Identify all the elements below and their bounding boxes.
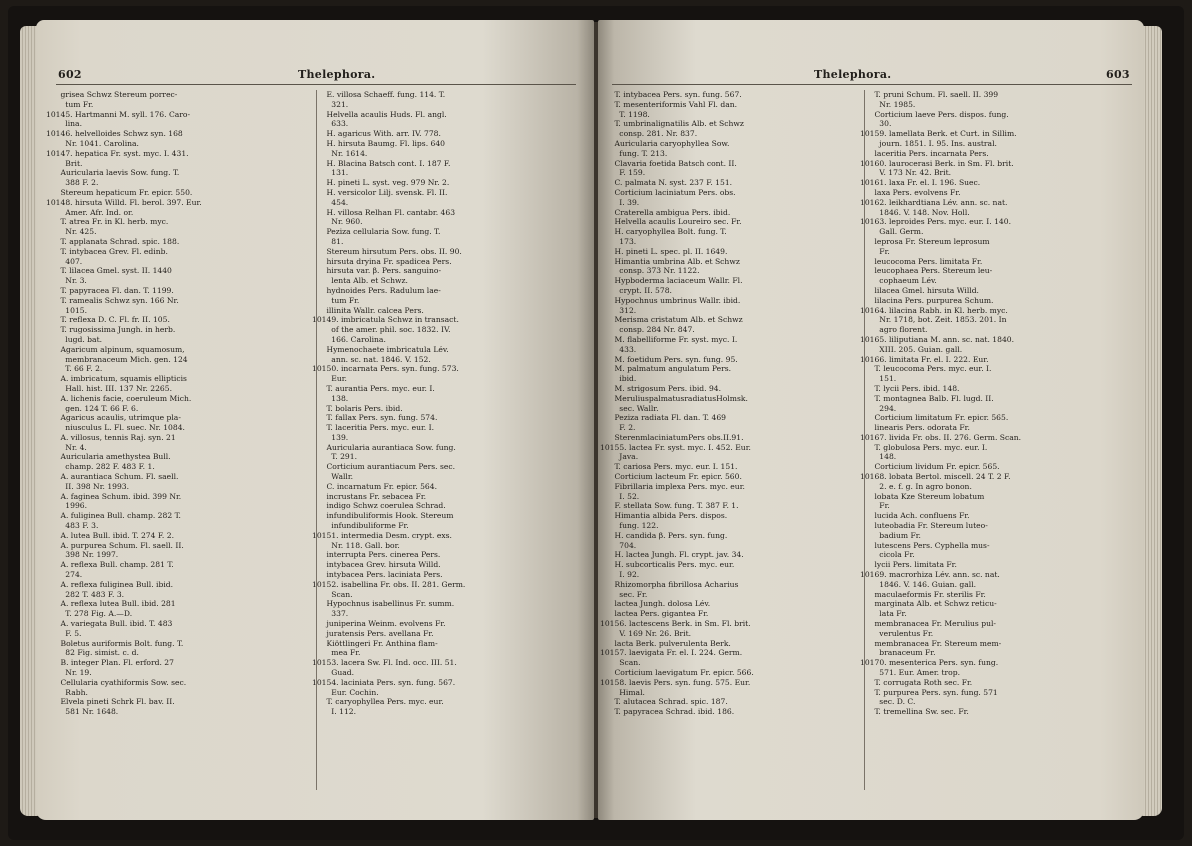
text-line: A. lutea Bull. ibid. T. 274 F. 2. xyxy=(46,530,175,540)
text-line: C. palmata N. syst. 237 F. 151. xyxy=(600,178,733,188)
text-line: ibid. xyxy=(600,374,637,384)
text-line: tum Fr. xyxy=(46,99,94,109)
text-line: B. integer Plan. Fl. erford. 27 xyxy=(46,658,174,668)
text-line: 82 Fig. simist. c. d. xyxy=(46,648,139,658)
text-line: champ. 282 F. 483 F. 1. xyxy=(46,462,155,472)
text-line: of the amer. phil. soc. 1832. IV. xyxy=(312,325,451,335)
text-line: infundibuliformis Hook. Stereum xyxy=(312,511,454,521)
text-line: H. pineti L. syst. veg. 979 Nr. 2. xyxy=(312,178,450,188)
text-line: T. globulosa Pers. myc. eur. I. xyxy=(860,442,988,452)
text-line: lina. xyxy=(46,119,82,129)
text-line: Scan. xyxy=(600,658,641,668)
text-line: T. lilacea Gmel. syst. II. 1440 xyxy=(46,266,172,276)
text-line: Rhizomorpha fibrillosa Acharius xyxy=(600,579,739,589)
text-line: Himantia albida Pers. dispos. xyxy=(600,511,728,521)
text-line: M. strigosum Pers. ibid. 94. xyxy=(600,383,722,393)
text-line: Nr. 1718, bot. Zeit. 1853. 201. In xyxy=(860,315,1007,325)
text-line: I. 39. xyxy=(600,197,640,207)
text-line: Auricularia laevis Sow. fung. T. xyxy=(46,168,180,178)
text-line: 166. Carolina. xyxy=(312,334,386,344)
text-line: incrustans Fr. sebacea Fr. xyxy=(312,491,427,501)
text-line: Merisma cristatum Alb. et Schwz xyxy=(600,315,743,325)
text-line: Fr. xyxy=(860,501,890,511)
text-line: Nr. 1041. Carolina. xyxy=(46,138,139,148)
text-line: juniperina Weinm. evolvens Fr. xyxy=(312,619,446,629)
text-line: indigo Schwz coerulea Schrad. xyxy=(312,501,446,511)
text-line: T. mesenteriformis Vahl Fl. dan. xyxy=(600,99,738,109)
text-line: intybacea Grev. hirsuta Willd. xyxy=(312,560,441,570)
text-line: 81. xyxy=(312,236,344,246)
text-line: Peziza radiata Fl. dan. T. 469 xyxy=(600,413,726,423)
text-line: T. tremellina Sw. sec. Fr. xyxy=(860,707,969,717)
text-line: T. aurantia Pers. myc. eur. I. xyxy=(312,383,435,393)
text-line: 10149. imbricatula Schwz in transact. xyxy=(312,315,459,325)
text-line: Wallr. xyxy=(312,472,354,482)
text-line: M. palmatum angulatum Pers. xyxy=(600,364,732,374)
text-line: XIII. 205. Guian. gall. xyxy=(860,344,963,354)
text-line: H. villosa Relhan Fl. cantabr. 463 xyxy=(312,207,456,217)
text-line: T. lycii Pers. ibid. 148. xyxy=(860,383,960,393)
text-line: H. pineti L. spec. pl. II. 1649. xyxy=(600,246,728,256)
text-line: A. reflexa lutea Bull. ibid. 281 xyxy=(46,599,176,609)
text-line: 10164. lilacina Rabh. in Kl. herb. myc. xyxy=(860,305,1008,315)
text-line: lilacina Pers. purpurea Schum. xyxy=(860,295,994,305)
text-line: consp. 284 Nr. 847. xyxy=(600,325,695,335)
text-line: consp. 373 Nr. 1122. xyxy=(600,266,700,276)
text-line: T. papyracea Schrad. ibid. 186. xyxy=(600,707,735,717)
text-line: T. atrea Fr. in Kl. herb. myc. xyxy=(46,217,169,227)
text-line: Nr. 118. Gall. bor. xyxy=(312,540,400,550)
text-line: A. faginea Schum. ibid. 399 Nr. xyxy=(46,491,182,501)
text-line: 10168. lobata Bertol. miscell. 24 T. 2 F. xyxy=(860,472,1011,482)
text-line: 148. xyxy=(860,452,897,462)
text-line: 10145. Hartmanni M. syll. 176. Caro- xyxy=(46,109,191,119)
text-line: journ. 1851. I. 95. Ins. austral. xyxy=(860,138,997,148)
text-line: verulentus Fr. xyxy=(860,628,934,638)
text-line: Kiöttlingeri Fr. Anthina flam- xyxy=(312,638,438,648)
text-line: 10156. lactescens Berk. in Sm. Fl. brit. xyxy=(600,619,751,629)
text-line: T. leucocoma Pers. myc. eur. I. xyxy=(860,364,992,374)
text-line: 454. xyxy=(312,197,349,207)
text-line: maculaeformis Fr. sterilis Fr. xyxy=(860,589,986,599)
text-line: 173. xyxy=(600,236,637,246)
text-line: consp. 281. Nr. 837. xyxy=(600,129,698,139)
text-line: T. 66 F. 2. xyxy=(46,364,103,374)
text-line: hirsuta dryina Fr. spadicea Pers. xyxy=(312,256,452,266)
text-line: T. bolaris Pers. ibid. xyxy=(312,403,403,413)
text-line: Helvella acaulis Loureiro sec. Fr. xyxy=(600,217,742,227)
text-line: Java. xyxy=(600,452,639,462)
text-line: 10148. hirsuta Willd. Fl. berol. 397. Eur. xyxy=(46,197,202,207)
text-line: sec. Fr. xyxy=(600,589,648,599)
text-line: Auricularia aurantiaca Sow. fung. xyxy=(312,442,456,452)
text-line: SterenmlaciniatumPers obs.II.91. xyxy=(600,432,744,442)
text-line: Gall. Germ. xyxy=(860,227,924,237)
text-line: Cellularia cyathiformis Sow. sec. xyxy=(46,677,187,687)
text-line: Brit. xyxy=(46,158,83,168)
text-line: Clavaria foetida Batsch cont. II. xyxy=(600,158,737,168)
running-head-right: Thelephora. xyxy=(814,68,892,81)
text-line: lobata Kze Stereum lobatum xyxy=(860,491,985,501)
text-line: 483 F. 3. xyxy=(46,521,99,531)
text-line: T. corrugata Roth sec. Fr. xyxy=(860,677,973,687)
text-line: 312. xyxy=(600,305,637,315)
text-line: A. fuliginea Bull. champ. 282 T. xyxy=(46,511,181,521)
text-line: fung. 122. xyxy=(600,521,659,531)
text-line: Rabh. xyxy=(46,687,88,697)
text-line: marginata Alb. et Schwz reticu- xyxy=(860,599,997,609)
text-line: Corticium laevigatum Fr. epicr. 566. xyxy=(600,668,754,678)
text-line: T. reflexa D. C. Fl. fr. II. 105. xyxy=(46,315,170,325)
text-line: tum Fr. xyxy=(312,295,360,305)
text-line: Fr. xyxy=(860,246,890,256)
left-column-2 xyxy=(312,90,587,810)
text-line: V. 169 Nr. 26. Brit. xyxy=(600,628,692,638)
running-head-left: Thelephora. xyxy=(298,68,376,81)
text-line: H. candida β. Pers. syn. fung. xyxy=(600,530,728,540)
text-line: 10155. lactea Fr. syst. myc. I. 452. Eur. xyxy=(600,442,751,452)
text-line: illinita Wallr. calcea Pers. xyxy=(312,305,424,315)
text-line: T. applanata Schrad. spic. 188. xyxy=(46,236,180,246)
text-line: membranaceum Mich. gen. 124 xyxy=(46,354,188,364)
text-line: gen. 124 T. 66 F. 6. xyxy=(46,403,139,413)
text-line: infundibuliforme Fr. xyxy=(312,521,409,531)
text-line: T. cariosa Pers. myc. eur. I. 151. xyxy=(600,462,738,472)
text-line: V. 173 Nr. 42. Brit. xyxy=(860,168,952,178)
text-line: 2. e. f. g. In agro bonon. xyxy=(860,481,972,491)
text-line: H. caryophyllea Bolt. fung. T. xyxy=(600,227,727,237)
text-line: 633. xyxy=(312,119,349,129)
text-line: F. 5. xyxy=(46,628,82,638)
text-line: 274. xyxy=(46,570,83,580)
text-line: 1846. V. 148. Nov. Holl. xyxy=(860,207,970,217)
text-line: T. laceritia Pers. myc. eur. I. xyxy=(312,423,435,433)
text-line: A. villosus, tennis Raj. syn. 21 xyxy=(46,432,176,442)
text-line: I. 112. xyxy=(312,707,357,717)
text-line: 138. xyxy=(312,393,349,403)
text-line: 10157. laevigata Fr. el. I. 224. Germ. xyxy=(600,648,743,658)
text-line: interrupta Pers. cinerea Pers. xyxy=(312,550,441,560)
text-line: 1996. xyxy=(46,501,88,511)
text-line: 581 Nr. 1648. xyxy=(46,707,119,717)
text-line: M. flabelliforme Fr. syst. myc. I. xyxy=(600,334,738,344)
text-line: Nr. 425. xyxy=(46,227,97,237)
text-line: T. umbrinalignatilis Alb. et Schwz xyxy=(600,119,744,129)
text-line: T. papyracea Fl. dan. T. 1199. xyxy=(46,285,174,295)
text-line: 433. xyxy=(600,344,637,354)
text-line: hydnoides Pers. Radulum lae- xyxy=(312,285,441,295)
text-line: cicola Fr. xyxy=(860,550,915,560)
text-line: leucocoma Pers. limitata Fr. xyxy=(860,256,983,266)
text-line: agro florent. xyxy=(860,325,928,335)
text-line: 131. xyxy=(312,168,349,178)
text-line: 10147. hepatica Fr. syst. myc. I. 431. xyxy=(46,148,189,158)
text-line: lugd. bat. xyxy=(46,334,103,344)
text-line: 10150. incarnata Pers. syn. fung. 573. xyxy=(312,364,459,374)
text-line: Hypochnus isabellinus Fr. summ. xyxy=(312,599,455,609)
text-line: A. imbricatum, squamis ellipticis xyxy=(46,374,187,384)
text-line: Nr. 19. xyxy=(46,668,92,678)
text-line: branaceum Fr. xyxy=(860,648,936,658)
text-line: 30. xyxy=(860,119,892,129)
text-line: 139. xyxy=(312,432,349,442)
text-line: 10146. helvelloides Schwz syn. 168 xyxy=(46,129,183,139)
text-line: E. villosa Schaeff. fung. 114. T. xyxy=(312,90,446,99)
text-line: membranacea Fr. Merulius pul- xyxy=(860,619,996,629)
text-line: lycii Pers. limitata Fr. xyxy=(860,560,957,570)
text-line: 398 Nr. 1997. xyxy=(46,550,119,560)
text-line: 10152. isabellina Fr. obs. II. 281. Germ. xyxy=(312,579,466,589)
text-line: A. purpurea Schum. Fl. saell. II. xyxy=(46,540,184,550)
text-line: Hypochnus umbrinus Wallr. ibid. xyxy=(600,295,741,305)
text-line: Nr. 960. xyxy=(312,217,363,227)
text-line: 10166. limitata Fr. el. I. 222. Eur. xyxy=(860,354,989,364)
text-line: Nr. 4. xyxy=(46,442,87,452)
text-line: H. agaricus With. arr. IV. 778. xyxy=(312,129,441,139)
text-line: Corticium laeve Pers. dispos. fung. xyxy=(860,109,1009,119)
text-line: T. caryophyllea Pers. myc. eur. xyxy=(312,697,444,707)
text-line: lactea Pers. gigantea Fr. xyxy=(600,609,709,619)
text-line: A. aurantiaca Schum. Fl. saell. xyxy=(46,472,179,482)
right-column-1 xyxy=(600,90,862,810)
text-line: T. rugosissima Jungh. in herb. xyxy=(46,325,176,335)
text-line: lutescens Pers. Cyphella mus- xyxy=(860,540,990,550)
header-rule-left xyxy=(56,84,576,85)
text-line: grisea Schwz Stereum porrec- xyxy=(46,90,178,99)
text-line: 704. xyxy=(600,540,637,550)
text-line: 321. xyxy=(312,99,349,109)
text-line: 1846. V. 146. Guian. gall. xyxy=(860,579,977,589)
text-line: 151. xyxy=(860,374,897,384)
text-line: Fibrillaria implexa Pers. myc. eur. xyxy=(600,481,745,491)
text-line: lacta Berk. pulverulenta Berk. xyxy=(600,638,731,648)
left-column-1 xyxy=(46,90,314,810)
text-line: H. subcorticalis Pers. myc. eur. xyxy=(600,560,735,570)
text-line: badium Fr. xyxy=(860,530,921,540)
text-line: Guad. xyxy=(312,668,355,678)
text-line: 282 T. 483 F. 3. xyxy=(46,589,125,599)
right-page-edges xyxy=(1142,26,1162,816)
text-line: 10151. intermedia Desm. crypt. exs. xyxy=(312,530,452,540)
text-line: mea Fr. xyxy=(312,648,361,658)
text-line: Nr. 1614. xyxy=(312,148,368,158)
text-line: 10161. laxa Fr. el. I. 196. Suec. xyxy=(860,178,981,188)
text-line: 10160. laurocerasi Berk. in Sm. Fl. brit. xyxy=(860,158,1014,168)
text-line: Peziza cellularia Sow. fung. T. xyxy=(312,227,441,237)
text-line: Eur. Cochin. xyxy=(312,687,379,697)
text-line: 1015. xyxy=(46,305,88,315)
text-line: 407. xyxy=(46,256,83,266)
text-line: Hymenochaete imbricatula Lév. xyxy=(312,344,449,354)
text-line: Corticium aurantiacum Pers. sec. xyxy=(312,462,456,472)
text-line: F. 2. xyxy=(600,423,636,433)
text-line: T. fallax Pers. syn. fung. 574. xyxy=(312,413,438,423)
text-line: F. 159. xyxy=(600,168,646,178)
text-line: 337. xyxy=(312,609,349,619)
text-line: II. 398 Nr. 1993. xyxy=(46,481,130,491)
text-line: Scan. xyxy=(312,589,353,599)
text-line: Hypboderma laciaceum Wallr. Fl. xyxy=(600,276,743,286)
text-line: juratensis Pers. avellana Fr. xyxy=(312,628,434,638)
text-line: T. montagnea Balb. Fl. lugd. II. xyxy=(860,393,994,403)
text-line: T. purpurea Pers. syn. fung. 571 xyxy=(860,687,998,697)
text-line: laceritia Pers. incarnata Pers. xyxy=(860,148,989,158)
text-line: Auricularia caryophyllea Sow. xyxy=(600,138,730,148)
text-line: leprosa Fr. Stereum leprosum xyxy=(860,236,990,246)
text-line: T. pruni Schum. Fl. saell. II. 399 xyxy=(860,90,999,99)
text-line: 10163. leproides Pers. myc. eur. I. 140. xyxy=(860,217,1011,227)
text-line: 294. xyxy=(860,403,897,413)
text-line: 10162. leikhardtiana Lév. ann. sc. nat. xyxy=(860,197,1008,207)
text-line: 10158. laevis Pers. syn. fung. 575. Eur. xyxy=(600,677,751,687)
text-line: Corticium lividum Fr. epicr. 565. xyxy=(860,462,1000,472)
text-line: sec. D. C. xyxy=(860,697,916,707)
text-line: Agaricum alpinum, squamosum, xyxy=(46,344,185,354)
text-line: 571. Eur. Amer. trop. xyxy=(860,668,961,678)
right-page xyxy=(598,20,1144,820)
text-line: laxa Pers. evolvens Fr. xyxy=(860,187,961,197)
text-line: Stereum hirsutum Pers. obs. II. 90. xyxy=(312,246,462,256)
text-line: T. 291. xyxy=(312,452,357,462)
text-line: Stereum hepaticum Fr. epicr. 550. xyxy=(46,187,193,197)
text-line: cophaeum Lév. xyxy=(860,276,937,286)
text-line: 10170. mesenterica Pers. syn. fung. xyxy=(860,658,999,668)
header-rule-right xyxy=(612,84,1132,85)
text-line: Auricularia amethystea Bull. xyxy=(46,452,171,462)
text-line: H. lactea Jungh. Fl. crypt. jav. 34. xyxy=(600,550,744,560)
text-line: MeruliuspalmatusradiatusHolmsk. xyxy=(600,393,748,403)
text-line: 10159. lamellata Berk. et Curt. in Sillim. xyxy=(860,129,1017,139)
text-line: H. Blacina Batsch cont. I. 187 F. xyxy=(312,158,451,168)
text-line: lilacea Gmel. hirsuta Willd. xyxy=(860,285,979,295)
text-line: sec. Wallr. xyxy=(600,403,659,413)
text-line: T. ramealis Schwz syn. 166 Nr. xyxy=(46,295,179,305)
text-line: lata Fr. xyxy=(860,609,907,619)
text-line: Nr. 1985. xyxy=(860,99,916,109)
text-line: A. variegata Bull. ibid. T. 483 xyxy=(46,619,173,629)
text-line: Eur. xyxy=(312,374,347,384)
page-number-left: 602 xyxy=(58,68,82,81)
text-line: linearis Pers. odorata Fr. xyxy=(860,423,970,433)
text-line: F. stellata Sow. fung. T. 387 F. 1. xyxy=(600,501,739,511)
text-line: ann. sc. nat. 1846. V. 152. xyxy=(312,354,431,364)
text-line: 388 F. 2. xyxy=(46,178,99,188)
text-line: 10167. livida Fr. obs. II. 276. Germ. Scan. xyxy=(860,432,1022,442)
text-line: luteobadia Fr. Stereum luteo- xyxy=(860,521,988,531)
text-line: membranacea Fr. Stereum mem- xyxy=(860,638,1002,648)
left-page xyxy=(36,20,594,820)
text-line: Nr. 3. xyxy=(46,276,87,286)
text-line: 10154. laciniata Pers. syn. fung. 567. xyxy=(312,677,456,687)
text-line: T. 1198. xyxy=(600,109,650,119)
text-line: H. hirsuta Baumg. Fl. lips. 640 xyxy=(312,138,446,148)
page-number-right: 603 xyxy=(1106,68,1130,81)
text-line: A. reflexa fuliginea Bull. ibid. xyxy=(46,579,174,589)
text-line: crypt. II. 578. xyxy=(600,285,672,295)
text-line: Amer. Afr. Ind. or. xyxy=(46,207,134,217)
text-line: A. lichenis facie, coeruleum Mich. xyxy=(46,393,192,403)
text-line: Himantia umbrina Alb. et Schwz xyxy=(600,256,740,266)
text-line: A. reflexa Bull. champ. 281 T. xyxy=(46,560,174,570)
text-line: C. incarnatum Fr. epicr. 564. xyxy=(312,481,438,491)
text-line: I. 52. xyxy=(600,491,640,501)
text-line: leucophaea Pers. Stereum leu- xyxy=(860,266,993,276)
text-line: niusculus L. Fl. suec. Nr. 1084. xyxy=(46,423,185,433)
text-line: hirsuta var. β. Pers. sanguino- xyxy=(312,266,442,276)
text-line: 10169. macrorhiza Lév. ann. sc. nat. xyxy=(860,570,1000,580)
text-line: lucida Ach. confluens Fr. xyxy=(860,511,970,521)
text-line: fung. T. 213. xyxy=(600,148,668,158)
text-line: intybacea Pers. laciniata Pers. xyxy=(312,570,443,580)
text-line: 10153. lacera Sw. Fl. Ind. occ. III. 51. xyxy=(312,658,457,668)
text-line: 10165. liliputiana M. ann. sc. nat. 1840. xyxy=(860,334,1015,344)
right-column-2 xyxy=(860,90,1142,810)
text-line: Boletus auriformis Bolt. fung. T. xyxy=(46,638,184,648)
text-line: Helvella acaulis Huds. Fl. angl. xyxy=(312,109,447,119)
text-line: Elvela pineti Schrk Fl. bav. II. xyxy=(46,697,175,707)
text-line: H. versicolor Lilj. svensk. Fl. II. xyxy=(312,187,448,197)
text-line: Craterella ambigua Pers. ibid. xyxy=(600,207,731,217)
text-line: T. intybacea Grev. Fl. edinb. xyxy=(46,246,168,256)
text-line: lenta Alb. et Schwz. xyxy=(312,276,408,286)
text-line: T. alutacea Schrad. spic. 187. xyxy=(600,697,728,707)
text-line: Hall. hist. III. 137 Nr. 2265. xyxy=(46,383,172,393)
text-line: Agaricus acaulis, utrimque pla- xyxy=(46,413,181,423)
text-line: Corticium limitatum Fr. epicr. 565. xyxy=(860,413,1009,423)
text-line: M. foetidum Pers. syn. fung. 95. xyxy=(600,354,738,364)
text-line: T. 278 Fig. A.—D. xyxy=(46,609,133,619)
text-line: Himal. xyxy=(600,687,645,697)
text-line: lactea Jungh. dolosa Lév. xyxy=(600,599,711,609)
text-line: Corticium laciniatum Pers. obs. xyxy=(600,187,736,197)
text-line: T. intybacea Pers. syn. fung. 567. xyxy=(600,90,742,99)
text-line: Corticium lacteum Fr. epicr. 560. xyxy=(600,472,742,482)
text-line: I. 92. xyxy=(600,570,640,580)
